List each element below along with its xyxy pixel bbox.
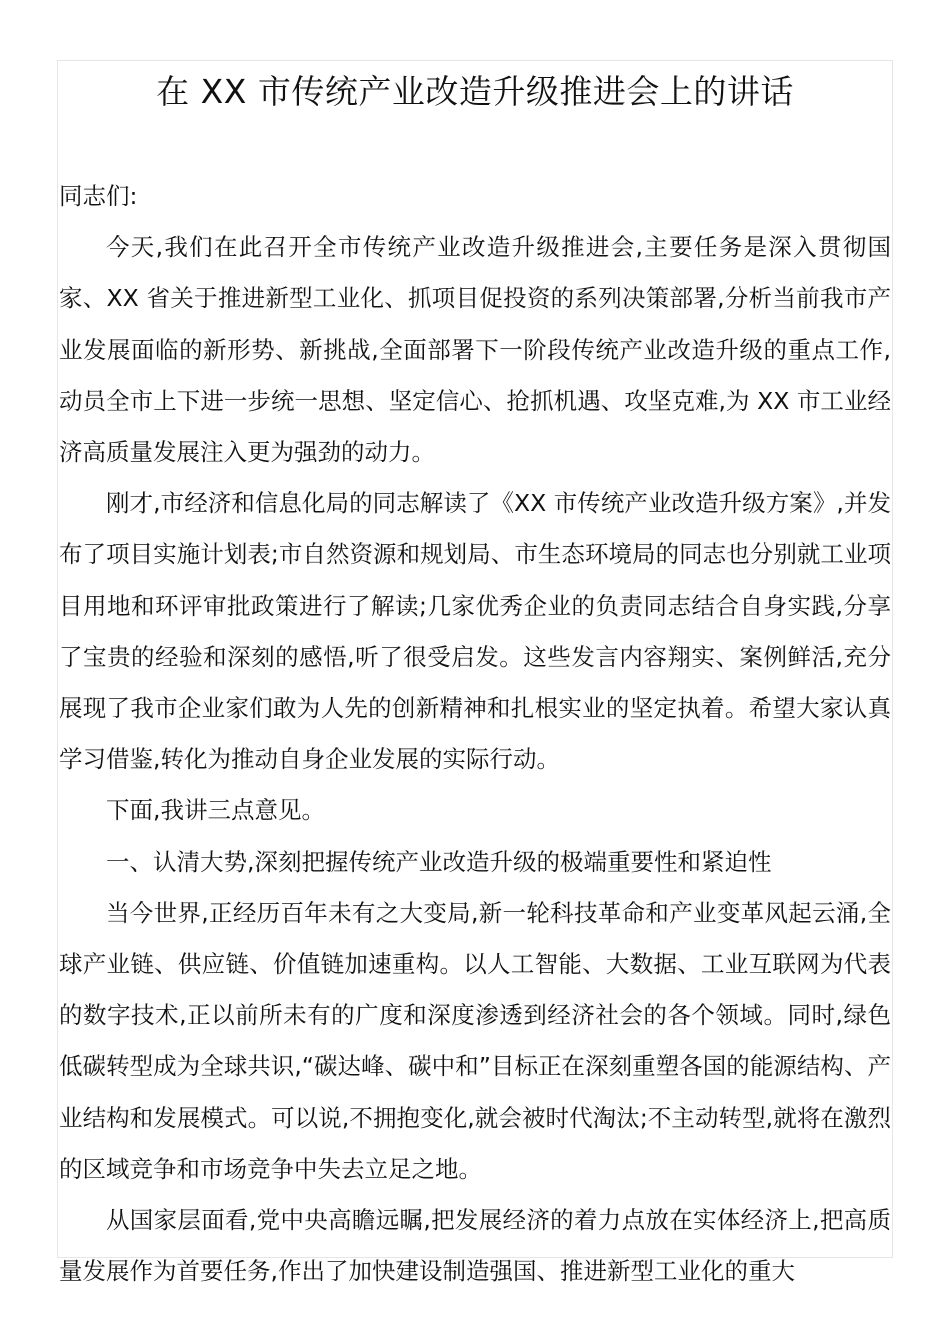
paragraph-transition: 下面,我讲三点意见。 bbox=[106, 796, 325, 825]
paragraph-national-level: 从国家层面看,党中央高瞻远瞩,把发展经济的着力点放在实体经济上,把高质量发展作为首要任务,作出了加快建设制造强国、推进新型工业化的重大 bbox=[59, 1206, 891, 1286]
document-body bbox=[59, 171, 891, 1297]
section-heading-1: 一、认清大势,深刻把握传统产业改造升级的极端重要性和紧迫性 bbox=[106, 847, 772, 876]
paragraph-global-trends: 当今世界,正经历百年未有之大变局,新一轮科技革命和产业变革风起云涌,全球产业链、供应链、价值链加速重构。以人工智能、大数据、工业互联网为代表的数字技术,正以前所未有的广度和深度渗透到经济社会的各个领域。同时,绿色低碳转型成为全球共识,“碳达峰、碳中和”目标正在深刻重塑各国的能源结构、产业结构和发展模式。可以说,不拥抱变化,就会被时代淘汰;不主动转型,就将在激烈的区域竞争和市场竞争中失去立足之地。 bbox=[59, 898, 891, 1183]
document-title: 在 XX 市传统产业改造升级推进会上的讲话 bbox=[156, 72, 794, 111]
paragraph-review: 刚才,市经济和信息化局的同志解读了《XX 市传统产业改造升级方案》,并发布了项目实施计划表;市自然资源和规划局、市生态环境局的同志也分别就工业项目用地和环评审批政策进行了解读;几家优秀企业的负责同志结合自身实践,分享了宝贵的经验和深刻的感悟,听了很受启发。这些发言内容翔实、案例鲜活,充分展现了我市企业家们敢为人先的创新精神和扎根实业的坚定执着。希望大家认真学习借鉴,转化为推动自身企业发展的实际行动。 bbox=[59, 489, 891, 774]
paragraph-opening: 今天,我们在此召开全市传统产业改造升级推进会,主要任务是深入贯彻国家、XX 省关于推进新型工业化、抓项目促投资的系列决策部署,分析当前我市产业发展面临的新形势、新挑战,全面部署下一阶段传统产业改造升级的重点工作,动员全市上下进一步统一思想、坚定信心、抢抓机遇、攻坚克难,为 XX 市工业经济高质量发展注入更为强劲的动力。 bbox=[59, 233, 891, 467]
salutation: 同志们: bbox=[59, 182, 138, 210]
